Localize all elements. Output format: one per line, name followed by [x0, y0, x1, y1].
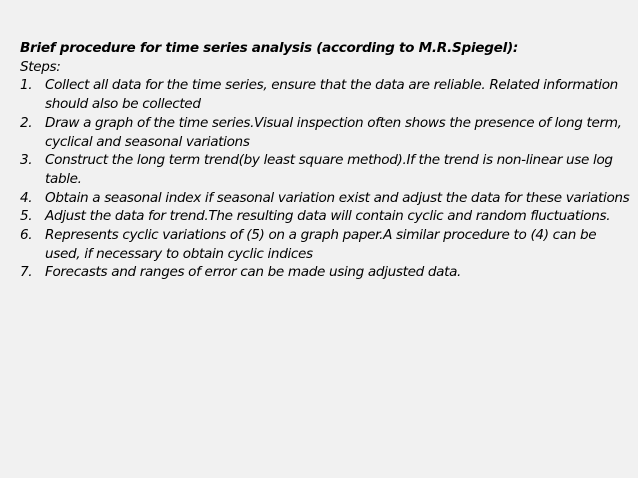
step-text: Adjust the data for trend.The resulting data will contain cyclic and random fluctuations. — [45, 208, 611, 225]
steps-list — [20, 76, 632, 282]
step-text: Draw a graph of the time series.Visual inspection often shows the presence of long term, cyclical and seasonal variations — [45, 114, 622, 150]
step-text: Obtain a seasonal index if seasonal variation exist and adjust the data for these variations — [45, 189, 630, 206]
step-text: Construct the long term trend(by least square method).If the trend is non-linear use log table. — [45, 152, 613, 187]
step-number: 5. — [20, 208, 33, 225]
step-number: 2. — [20, 114, 33, 131]
step-item-1 — [20, 76, 632, 113]
slide-content — [20, 39, 632, 282]
step-item-6 — [20, 226, 632, 263]
step-number: 1. — [20, 77, 33, 94]
slide-title: Brief procedure for time series analysis (according to M.R.Spiegel): — [20, 40, 518, 56]
step-number: 7. — [20, 264, 33, 281]
step-item-2 — [20, 114, 632, 151]
step-text: Represents cyclic variations of (5) on a graph paper.A similar procedure to (4) can be used, if necessary to obtain cyclic indices — [45, 227, 597, 262]
step-number: 4. — [20, 189, 33, 206]
step-item-5 — [20, 207, 632, 226]
step-number: 6. — [20, 227, 33, 244]
step-item-4 — [20, 189, 632, 208]
step-text: Forecasts and ranges of error can be made using adjusted data. — [45, 264, 462, 281]
step-number: 3. — [20, 152, 33, 169]
step-item-3 — [20, 151, 632, 188]
step-item-7 — [20, 263, 632, 282]
step-text: Collect all data for the time series, ensure that the data are reliable. Related information should also be collected — [45, 77, 618, 113]
steps-heading: Steps: — [20, 58, 61, 75]
